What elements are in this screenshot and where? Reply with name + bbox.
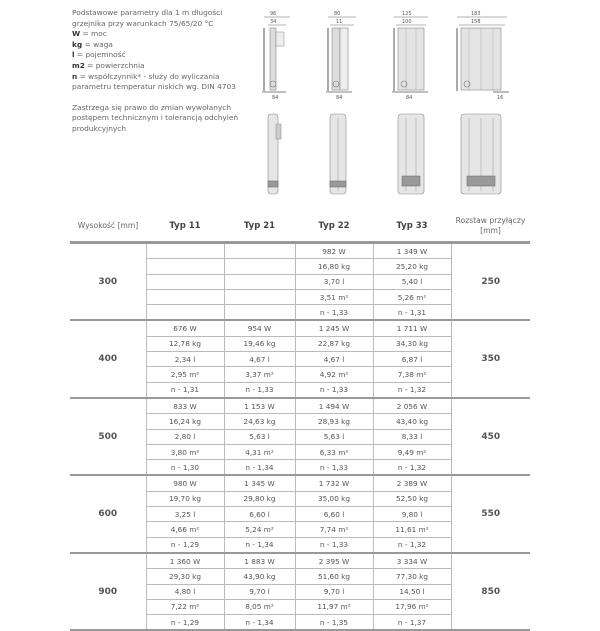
table-cell: 3,37 m² (224, 367, 295, 382)
table-cell: 43,90 kg (224, 569, 295, 584)
table-cell: n - 1,32 (373, 537, 451, 553)
table-cell: 5,24 m² (224, 522, 295, 537)
table-cell (146, 305, 224, 321)
header-typ22: Typ 22 (318, 221, 350, 231)
table-cell: 19,70 kg (146, 491, 224, 506)
row-height-4: 900 (70, 553, 146, 630)
row-spacing-2: 450 (451, 398, 530, 475)
table-cell: 6,87 l (373, 352, 451, 367)
table-cell: 24,63 kg (224, 414, 295, 429)
radiator-figures (248, 6, 518, 206)
table-cell (224, 289, 295, 304)
table-cell: 34,30 kg (373, 336, 451, 351)
table-row (70, 475, 530, 491)
table-cell: 4,80 l (146, 584, 224, 599)
table-cell: 16,24 kg (146, 414, 224, 429)
table-cell: 6,33 m² (295, 444, 373, 459)
table-cell: n - 1,32 (373, 382, 451, 398)
legend-item-capacity: l = pojemność (72, 50, 126, 60)
table-cell: 1 732 W (295, 475, 373, 491)
table-cell: 19,46 kg (224, 336, 295, 351)
table-cell: 954 W (224, 320, 295, 336)
table-cell: 982 W (295, 243, 373, 259)
row-height-2: 500 (70, 398, 146, 475)
header-spacing: Rozstaw przyłączy [mm] (455, 216, 526, 235)
legend (72, 8, 247, 135)
table-body (70, 243, 530, 631)
table-cell: n - 1,34 (224, 615, 295, 631)
legend-item-power: W = moc (72, 29, 107, 39)
table-cell: 7,74 m² (295, 522, 373, 537)
dim-top: 183 (471, 11, 481, 17)
table-cell: n - 1,31 (146, 382, 224, 398)
table-cell: 5,40 l (373, 274, 451, 289)
dim-bottom: 84 (336, 95, 343, 101)
table-cell: 2 395 W (295, 553, 373, 569)
header-typ21: Typ 21 (243, 221, 276, 231)
row-spacing-1: 350 (451, 320, 530, 397)
table-header-row (70, 211, 530, 243)
table-cell: 5,26 m² (373, 289, 451, 304)
table-cell: 4,67 l (224, 352, 295, 367)
dim-inner: 34 (270, 19, 277, 25)
row-spacing-0: 250 (451, 243, 530, 321)
row-height-1: 400 (70, 320, 146, 397)
table-row (70, 553, 530, 569)
row-height-3: 600 (70, 475, 146, 552)
dim-inner: 100 (402, 19, 412, 25)
table-cell: 2,34 l (146, 352, 224, 367)
dim-inner: 11 (336, 19, 343, 25)
table-cell: 29,30 kg (146, 569, 224, 584)
table-cell: n - 1,34 (224, 537, 295, 553)
table-cell: 29,80 kg (224, 491, 295, 506)
table-cell: n - 1,30 (146, 460, 224, 476)
row-spacing-4: 850 (451, 553, 530, 630)
table-cell: 6,60 l (224, 507, 295, 522)
table-cell: 25,20 kg (373, 259, 451, 274)
table-cell: 3,25 l (146, 507, 224, 522)
table-cell (224, 274, 295, 289)
table-cell: 7,38 m² (373, 367, 451, 382)
table-cell: 14,50 l (373, 584, 451, 599)
legend-intro: Podstawowe parametry dla 1 m długości grzejnika przy warunkach 75/65/20 °C (72, 8, 223, 28)
table-cell: 12,78 kg (146, 336, 224, 351)
table-cell: 22,87 kg (295, 336, 373, 351)
header-typ11: Typ 11 (169, 221, 201, 231)
legend-item-weight: kg = waga (72, 39, 113, 49)
table-row (70, 320, 530, 336)
table-cell: 676 W (146, 320, 224, 336)
table-cell: 11,97 m² (295, 599, 373, 614)
header-typ33: Typ 33 (396, 221, 428, 231)
table-cell: 2,80 l (146, 429, 224, 444)
table-row (70, 243, 530, 259)
table-cell: 9,70 l (224, 584, 295, 599)
table-cell: 7,22 m² (146, 599, 224, 614)
table-cell: 1 883 W (224, 553, 295, 569)
radiator-section-typ33 (453, 6, 513, 206)
table-cell: 8,33 l (373, 429, 451, 444)
table-cell: 833 W (146, 398, 224, 414)
table-cell: n - 1,29 (146, 615, 224, 631)
table-cell: 1 349 W (373, 243, 451, 259)
table-cell: 980 W (146, 475, 224, 491)
table-cell (224, 259, 295, 274)
dim-bottom: 16 (497, 95, 504, 101)
table-cell: 11,61 m² (373, 522, 451, 537)
radiator-section-typ22 (388, 6, 438, 206)
table-cell: n - 1,32 (373, 460, 451, 476)
dim-bottom: 84 (272, 95, 279, 101)
table-cell: n - 1,33 (295, 537, 373, 553)
dim-top: 96 (270, 11, 277, 17)
table-cell (146, 289, 224, 304)
table-cell (224, 243, 295, 259)
radiator-section-typ21 (320, 6, 365, 206)
table-cell: 1 711 W (373, 320, 451, 336)
table-cell: 28,93 kg (295, 414, 373, 429)
table-cell: n - 1,33 (295, 460, 373, 476)
table-cell: 9,49 m² (373, 444, 451, 459)
radiator-section-typ11 (256, 6, 301, 206)
row-height-0: 300 (70, 243, 146, 321)
table-cell: 5,63 l (295, 429, 373, 444)
legend-item-area: m2 = powierzchnia (72, 60, 145, 70)
table-cell: 4,92 m² (295, 367, 373, 382)
table-cell: 1 245 W (295, 320, 373, 336)
table-cell: 2,95 m² (146, 367, 224, 382)
table-cell: 5,63 l (224, 429, 295, 444)
dim-top: 80 (334, 11, 341, 17)
row-spacing-3: 550 (451, 475, 530, 552)
table-cell: 51,60 kg (295, 569, 373, 584)
table-cell: 16,80 kg (295, 259, 373, 274)
dim-bottom: 84 (406, 95, 413, 101)
table-cell: 52,50 kg (373, 491, 451, 506)
header-height: Wysokość [mm] (77, 221, 139, 230)
legend-note: Zastrzega się prawo do zmian wywołanych postępem technicznym i tolerancją odchyleń produkcyjnych (72, 102, 239, 133)
table-cell: 1 360 W (146, 553, 224, 569)
table-cell: 1 153 W (224, 398, 295, 414)
table-cell: n - 1,33 (295, 305, 373, 321)
dim-top: 125 (402, 11, 412, 17)
table-cell: n - 1,35 (295, 615, 373, 631)
table-cell (146, 243, 224, 259)
table-cell: n - 1,33 (224, 382, 295, 398)
dim-inner: 158 (471, 19, 481, 25)
table-cell: n - 1,33 (295, 382, 373, 398)
table-cell: 9,80 l (373, 507, 451, 522)
table-cell: n - 1,31 (373, 305, 451, 321)
table-cell: 1 345 W (224, 475, 295, 491)
table-cell: 3,51 m² (295, 289, 373, 304)
table-cell: 43,40 kg (373, 414, 451, 429)
table-cell: n - 1,34 (224, 460, 295, 476)
parameters-table (70, 211, 530, 631)
table-cell: 2 056 W (373, 398, 451, 414)
table-cell: 35,00 kg (295, 491, 373, 506)
table-cell: 17,96 m² (373, 599, 451, 614)
table-cell (224, 305, 295, 321)
table-cell: n - 1,29 (146, 537, 224, 553)
table-cell: 9,70 l (295, 584, 373, 599)
table-cell: 4,31 m² (224, 444, 295, 459)
table-cell: 6,60 l (295, 507, 373, 522)
table-cell: 77,30 kg (373, 569, 451, 584)
table-row (70, 398, 530, 414)
table-cell: 4,67 l (295, 352, 373, 367)
table-cell: 8,05 m² (224, 599, 295, 614)
table-cell: 2 389 W (373, 475, 451, 491)
legend-item-coefficient: n = współczynnik* - służy do wyliczania parametru temperatur niskich wg. DIN 4703 (72, 71, 236, 92)
table-cell (146, 259, 224, 274)
table-cell: 3 334 W (373, 553, 451, 569)
table-cell: 1 494 W (295, 398, 373, 414)
table-cell: 4,66 m² (146, 522, 224, 537)
table-cell: n - 1,37 (373, 615, 451, 631)
table-cell: 3,80 m² (146, 444, 224, 459)
table-cell (146, 274, 224, 289)
table-cell: 3,70 l (295, 274, 373, 289)
